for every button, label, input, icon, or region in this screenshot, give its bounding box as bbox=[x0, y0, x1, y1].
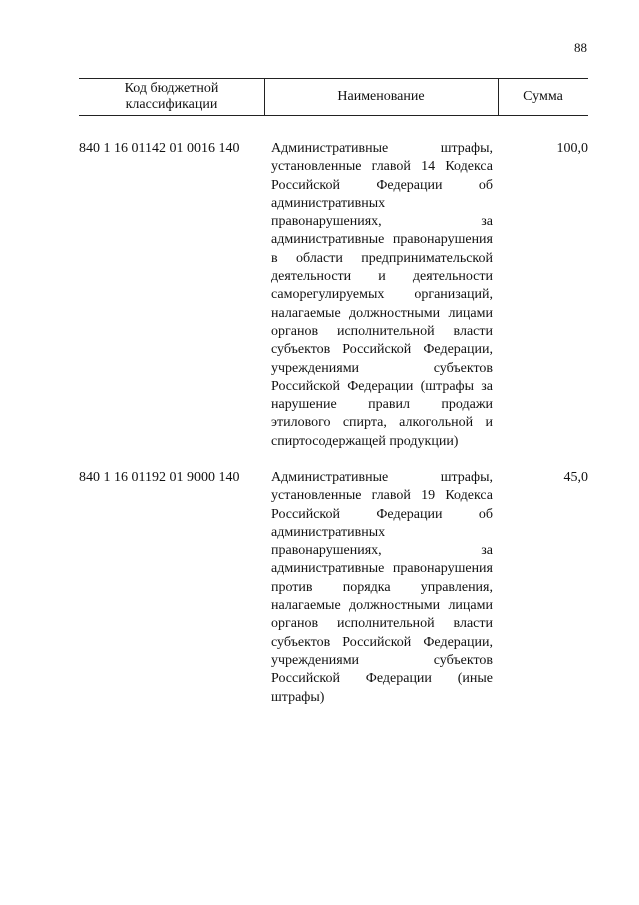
column-header-code bbox=[79, 78, 264, 115]
budget-code: 840 1 16 01192 01 9000 140 bbox=[79, 470, 240, 485]
budget-code: 840 1 16 01142 01 0016 140 bbox=[79, 141, 240, 156]
item-name: Административные штрафы, установленные главой 19 Кодекса Российской Федерации об административных правонарушениях, за административные правонарушения против порядка управления, налагаемые должностными лицами органов исполнительной власти субъектов Российской Федерации, учреждениями субъектов Российской Федерации (иные штрафы) bbox=[271, 470, 493, 705]
item-sum: 45,0 bbox=[563, 470, 588, 485]
column-header-sum-label: Сумма bbox=[523, 88, 563, 104]
column-header-sum bbox=[498, 78, 588, 115]
column-header-code-label: Код бюджетной классификации bbox=[124, 80, 219, 112]
table-header-bottom-border bbox=[79, 115, 588, 116]
item-name: Административные штрафы, установленные главой 14 Кодекса Российской Федерации об административных правонарушениях, за административные правонарушения в области предпринимательской деятельности и деятельности саморегулируемых организаций, налагаемые должностными лицами органов исполнительной власти субъектов Российской Федерации, учреждениями субъектов Российской Федерации (штрафы за нарушение правил продажи этилового спирта, алкогольной и спиртосодержащей продукции) bbox=[271, 141, 493, 449]
column-header-name bbox=[264, 78, 498, 115]
page-number: 88 bbox=[574, 40, 587, 55]
column-header-name-label: Наименование bbox=[337, 88, 425, 104]
item-sum: 100,0 bbox=[556, 141, 588, 156]
